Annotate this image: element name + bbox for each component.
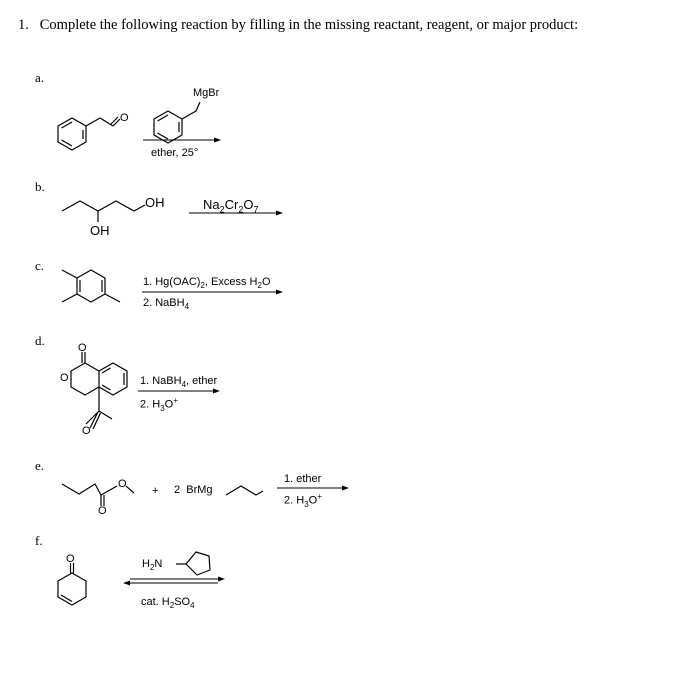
part-c-conditions-line1: 1. $Hg(OAC)_2$, Excess $H_2O$ (143, 276, 271, 291)
part-e-carbonyl-oxygen: O (98, 505, 107, 517)
part-b-hydroxyl-label-1: OH (145, 195, 165, 210)
part-f-carbonyl-oxygen: O (66, 553, 75, 565)
part-a-letter: a. (35, 70, 45, 85)
part-a-aldehyde-oxygen: O (120, 112, 129, 124)
part-c-conditions-line2: 2. NaBH$_4$ (143, 297, 190, 312)
part-d-conditions-line1: 1. NaBH$_4$, ether (140, 375, 218, 390)
question-number: 1. (18, 17, 29, 33)
part-c-reactant-structure (62, 270, 120, 302)
part-d-conditions-line2: 2. $H_3O^+$ (140, 396, 178, 413)
part-a-reagent-structure (154, 102, 200, 143)
part-e-plus-sign: + (152, 485, 159, 497)
part-b-letter: b. (35, 179, 45, 194)
part-f-amine-label: $H_2N$ (142, 558, 163, 573)
part-a-conditions: ether, 25° (151, 147, 199, 159)
part-d-ketone-oxygen: O (82, 425, 91, 437)
part-e-ester-oxygen: O (118, 478, 127, 490)
part-f-reactant-structure (58, 563, 86, 605)
part-e-conditions-line2: 2. $H_3O^+$ (284, 492, 322, 509)
part-f-letter: f. (35, 533, 43, 548)
part-e-grignard-chain (226, 486, 263, 495)
part-f-conditions: cat. $H_2SO_4$ (141, 596, 195, 611)
part-c-letter: c. (35, 258, 45, 273)
part-d-ring-oxygen: O (60, 372, 69, 384)
part-b-reactant-structure (62, 201, 145, 222)
part-b-hydroxyl-label-2: OH (90, 223, 110, 238)
part-b-reagent: $Na_2Cr_2O_7$ (203, 197, 259, 215)
question-text: Complete the following reaction by filling in the missing reactant, reagent, or major product: (39, 17, 579, 33)
part-f-amine-structure (176, 552, 210, 575)
part-e-letter: e. (35, 458, 45, 473)
part-d-letter: d. (35, 333, 45, 348)
part-e-grignard-reagent: 2 BrMg (174, 484, 213, 496)
part-e-conditions-line1: 1. ether (284, 473, 322, 485)
part-d-carbonyl-oxygen: O (78, 342, 87, 354)
part-a-reagent-label: MgBr (193, 87, 220, 99)
part-a-reactant-structure (58, 117, 120, 150)
part-d-reactant-structure (71, 352, 127, 429)
